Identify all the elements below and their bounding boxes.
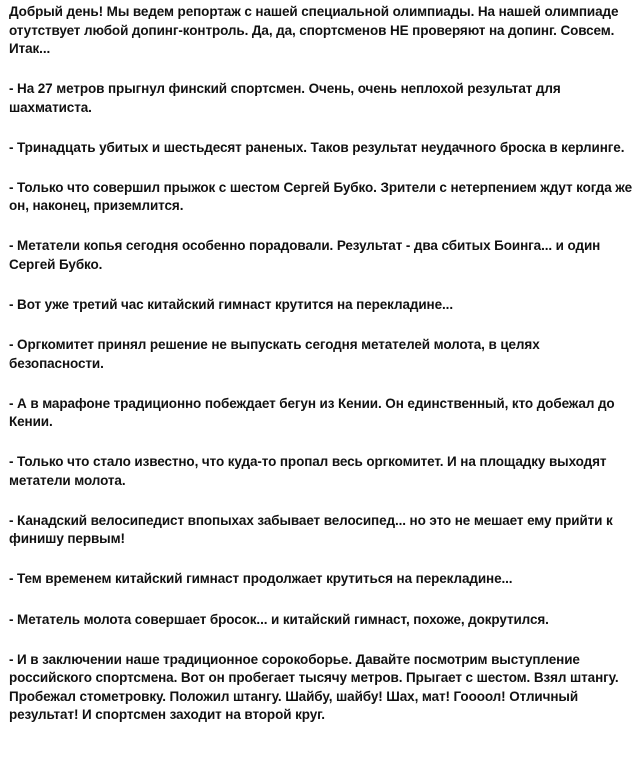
paragraph-intro: Добрый день! Мы ведем репортаж с нашей специальной олимпиады. На нашей олимпиаде отутствует любой допинг-контроль. Да, да, спортсменов НЕ проверяют на допинг. Совсем. Итак... <box>9 4 619 56</box>
paragraph-item: - Только что совершил прыжок с шестом Сергей Бубко. Зрители с нетерпением ждут когда же он, наконец, приземлится. <box>9 179 633 214</box>
paragraph-item: - На 27 метров прыгнул финский спортсмен. Очень, очень неплохой результат для шахматиста. <box>9 81 561 115</box>
paragraph-item: - Тем временем китайский гимнаст продолжает крутиться на перекладине... <box>9 571 513 587</box>
paragraph-item: - Оргкомитет принял решение не выпускать сегодня метателей молота, в целях безопасности. <box>9 337 540 371</box>
paragraph-item: - Метатель молота совершает бросок... и китайский гимнаст, похоже, докрутился. <box>9 611 549 627</box>
paragraph-item: - Метатели копья сегодня особенно порадовали. Результат - два сбитых Боинга... и один Сергей Бубко. <box>9 238 601 272</box>
paragraph-item: - Вот уже третий час китайский гимнаст крутится на перекладине... <box>9 296 453 312</box>
joke-text-document <box>9 3 633 725</box>
paragraph-item: - А в марафоне традиционно побеждает бегун из Кении. Он единственный, кто добежал до Кении. <box>9 395 615 430</box>
paragraph-item: - Тринадцать убитых и шестьдесят раненых. Таков результат неудачного броска в керлинге. <box>9 139 625 155</box>
paragraph-item: - Канадский велосипедист впопыхах забывает велосипед... но это не мешает ему прийти к финишу первым! <box>9 512 613 547</box>
paragraph-item: - Только что стало известно, что куда-то пропал весь оргкомитет. И на площадку выходят метатели молота. <box>9 454 607 488</box>
paragraph-final: - И в заключении наше традиционное сорокоборье. Давайте посмотрим выступление российского спортсмена. Вот он пробегает тысячу метров. Прыгает с шестом. Взял штангу. Пробежал стометровку. Положил штангу. Шайбу, шайбу! Шах, мат! Гоооол! Отличный результат! И спортсмен заходит на второй круг. <box>9 651 619 723</box>
